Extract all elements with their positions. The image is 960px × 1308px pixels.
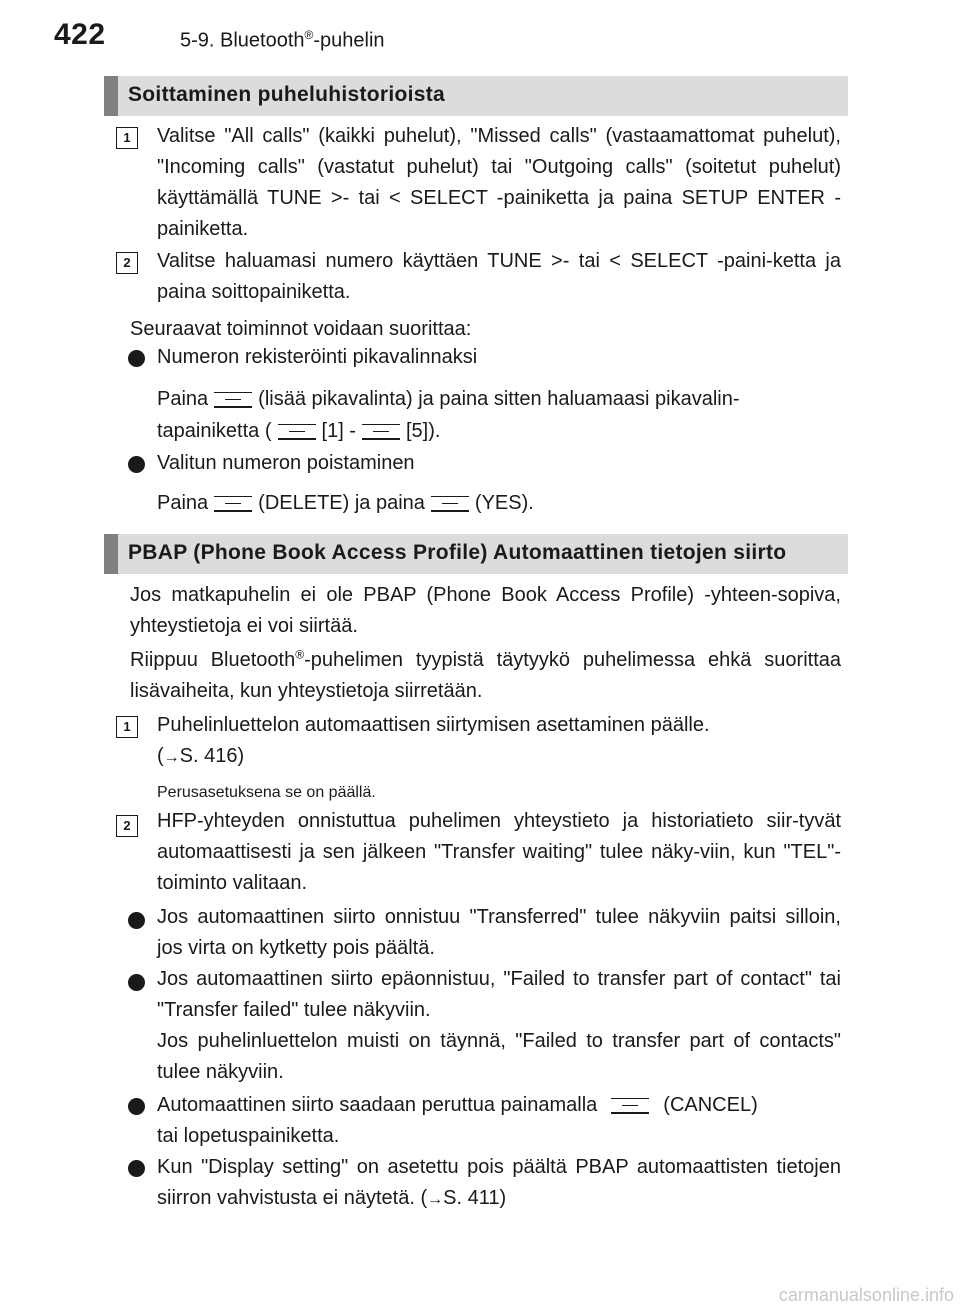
bullet-icon (128, 1098, 145, 1115)
chapter-title: 5-9. Bluetooth®-puhelin (180, 28, 385, 52)
section-bar (104, 76, 118, 116)
bullet-icon (128, 350, 145, 367)
bullet-speed-dial-title: Numeron rekisteröinti pikavalinnaksi (157, 346, 478, 368)
section-title: Soittaminen puheluhistorioista (128, 83, 446, 106)
screen-button-icon (431, 496, 469, 512)
bullet-icon (128, 1160, 145, 1177)
bullet-speed-dial-line2: tapainiketta ( [1] - [5]). (157, 420, 441, 442)
step-number-2: 2 (116, 252, 138, 274)
bullet-icon (128, 974, 145, 991)
pbap-step-2-text: HFP-yhteyden onnistuttua puhelimen yhteystieto ja historiatieto siir-tyvät automaattisesti ja sen jälkeen "Transfer waiting" tulee näky-viin, kun "TEL"-toiminto valitaan. (157, 810, 841, 894)
bullet-cancel-line1: Automaattinen siirto saadaan peruttua painamalla (CANCEL) (157, 1094, 758, 1116)
pbap-para-1: Jos matkapuhelin ei ole PBAP (Phone Book Access Profile) -yhteen-sopiva, yhteystietoja ei voi siirtää. (130, 584, 841, 637)
step-number-2: 2 (116, 815, 138, 837)
arrow-right-icon: → (163, 749, 180, 766)
pbap-step-1-text: Puhelinluettelon automaattisen siirtymisen asettaminen päälle. (157, 714, 710, 736)
bullet-transfer-failed: Jos automaattinen siirto epäonnistuu, "Failed to transfer part of contact" tai "Transfer failed" tulee näkyviin. (157, 968, 841, 1021)
pbap-step-1-note: Perusasetuksena se on päällä. (157, 784, 376, 801)
bullet-delete-title: Valitun numeron poistaminen (157, 452, 415, 474)
screen-button-icon (362, 424, 400, 440)
step-2-text: Valitse haluamasi numero käyttäen TUNE >- tai < SELECT -paini-ketta ja paina soittopainiketta. (157, 250, 841, 303)
bullet-icon (128, 456, 145, 473)
bullet-speed-dial-line1: Paina (lisää pikavalinta) ja paina sitten haluamaasi pikavalin- (157, 388, 740, 410)
bullet-delete-line: Paina (DELETE) ja paina (YES). (157, 492, 534, 514)
step-number-1: 1 (116, 716, 138, 738)
watermark: carmanualsonline.info (778, 1285, 954, 1305)
bullet-cancel-line2: tai lopetuspainiketta. (157, 1125, 340, 1147)
step-1-text: Valitse "All calls" (kaikki puhelut), "Missed calls" (vastaamattomat puhelut), "Incoming calls" (vastatut puhelut) tai "Outgoing calls" (soitetut puhelut) käyttämällä TUNE >- tai < SELECT -painiketta ja paina SETUP ENTER -painiketta. (157, 125, 841, 240)
bullet-transferred: Jos automaattinen siirto onnistuu "Transferred" tulee näkyviin paitsi silloin, jos virta on kytketty pois päältä. (157, 906, 841, 959)
step-number-1: 1 (116, 127, 138, 149)
arrow-right-icon: → (427, 1191, 444, 1208)
screen-button-icon (214, 496, 252, 512)
pbap-step-1-ref: (→S. 416) (157, 745, 245, 767)
screen-button-icon (278, 424, 316, 440)
section-header-pbap (104, 534, 848, 574)
section-bar (104, 534, 118, 574)
intro-text: Seuraavat toiminnot voidaan suorittaa: (130, 318, 472, 340)
bullet-transfer-failed-cont: Jos puhelinluettelon muisti on täynnä, "Failed to transfer part of contacts" tulee näkyviin. (157, 1030, 841, 1083)
bullet-icon (128, 912, 145, 929)
page-number: 422 (54, 18, 106, 51)
screen-button-icon (611, 1098, 649, 1114)
section-title: PBAP (Phone Book Access Profile) Automaattinen tietojen siirto (128, 541, 787, 564)
bullet-display-setting: Kun "Display setting" on asetettu pois päältä PBAP automaattisten tietojen siirron vahvistusta ei näytetä. (→S. 411) (157, 1156, 841, 1209)
section-header-call-history (104, 76, 848, 116)
screen-button-icon (214, 392, 252, 408)
pbap-para-2: Riippuu Bluetooth®-puhelimen tyypistä täytyykö puhelimessa ehkä suorittaa lisävaiheita, kun yhteystietoja siirretään. (130, 647, 841, 702)
